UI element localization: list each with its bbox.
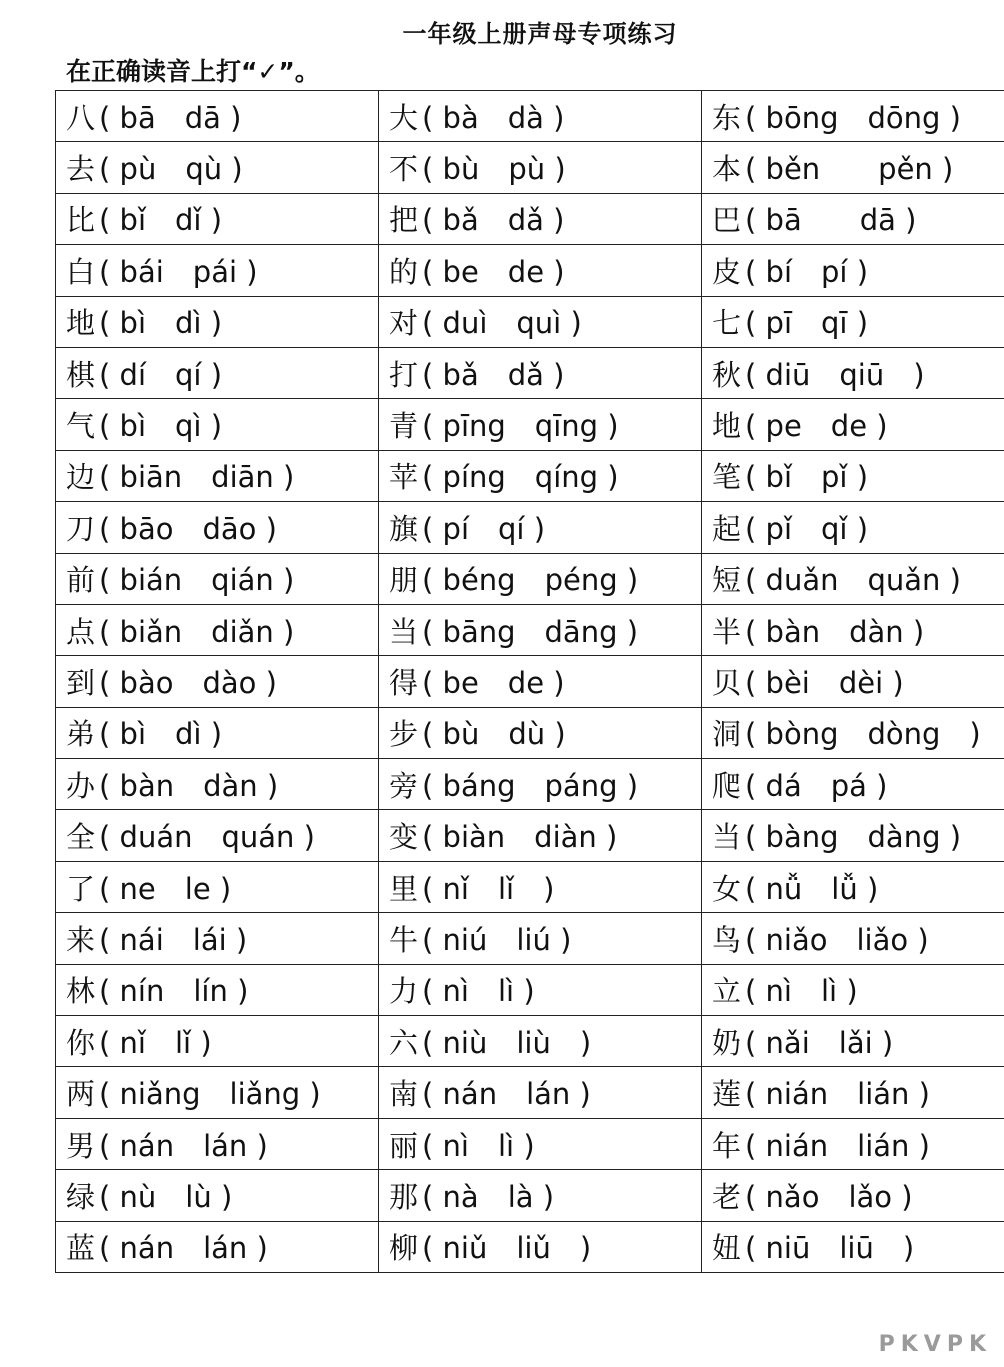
pinyin-options[interactable]: ( bǎ dǎ ) — [422, 357, 565, 392]
exercise-cell[interactable] — [56, 347, 379, 398]
exercise-cell[interactable] — [702, 913, 1004, 964]
pinyin-options[interactable]: ( nì lì ) — [745, 974, 858, 1009]
pinyin-options[interactable]: ( dá pá ) — [745, 768, 888, 803]
hanzi-character: 朋 — [389, 563, 419, 598]
pinyin-options[interactable]: ( bù pù ) — [422, 152, 566, 187]
pinyin-options[interactable]: ( bòng dòng ) — [745, 717, 981, 752]
pinyin-options[interactable]: ( bèi dèi ) — [745, 665, 904, 700]
pinyin-options[interactable]: ( nái lái ) — [99, 922, 248, 957]
exercise-cell[interactable] — [702, 142, 1004, 193]
hanzi-character: 力 — [389, 974, 419, 1009]
pinyin-options[interactable]: ( bǐ pǐ ) — [745, 460, 869, 495]
hanzi-character: 鸟 — [712, 922, 742, 957]
hanzi-character: 爬 — [712, 768, 742, 803]
pinyin-options[interactable]: ( bì qì ) — [99, 409, 223, 444]
exercise-cell[interactable] — [379, 347, 702, 398]
exercise-cell[interactable] — [379, 142, 702, 193]
exercise-cell[interactable] — [379, 1067, 702, 1118]
hanzi-character: 边 — [66, 460, 96, 495]
hanzi-character: 当 — [712, 820, 742, 855]
pinyin-options[interactable]: ( duán quán ) — [99, 820, 315, 855]
pinyin-options[interactable]: ( nì lì ) — [422, 1128, 535, 1163]
table-row — [56, 707, 1004, 758]
exercise-cell[interactable] — [702, 656, 1004, 707]
hanzi-character: 旁 — [389, 768, 419, 803]
hanzi-character: 地 — [712, 409, 742, 444]
exercise-cell[interactable] — [702, 964, 1004, 1015]
table-row — [56, 193, 1004, 244]
hanzi-character: 两 — [66, 1077, 96, 1112]
exercise-cell[interactable] — [379, 759, 702, 810]
pinyin-options[interactable]: ( niù liù ) — [422, 1025, 592, 1060]
exercise-cell[interactable] — [702, 399, 1004, 450]
pinyin-options[interactable]: ( báng páng ) — [422, 768, 639, 803]
pinyin-options[interactable]: ( bì dì ) — [99, 306, 223, 341]
hanzi-character: 点 — [66, 614, 96, 649]
pinyin-options[interactable]: ( pī qī ) — [745, 306, 869, 341]
pinyin-options[interactable]: ( pù qù ) — [99, 152, 243, 187]
pinyin-options[interactable]: ( bà dà ) — [422, 100, 565, 135]
exercise-cell[interactable] — [56, 1067, 379, 1118]
hanzi-character: 地 — [66, 306, 96, 341]
exercise-cell[interactable] — [379, 553, 702, 604]
hanzi-character: 笔 — [712, 460, 742, 495]
pinyin-options[interactable]: ( be de ) — [422, 254, 565, 289]
exercise-cell[interactable] — [56, 91, 379, 142]
pinyin-options[interactable]: ( bāo dāo ) — [99, 511, 277, 546]
hanzi-character: 不 — [389, 152, 419, 187]
table-row — [56, 1067, 1004, 1118]
exercise-cell[interactable] — [56, 861, 379, 912]
exercise-cell[interactable] — [379, 1170, 702, 1221]
pinyin-options[interactable]: ( nǐ lǐ ) — [99, 1025, 212, 1060]
exercise-cell[interactable] — [702, 245, 1004, 296]
exercise-cell[interactable] — [702, 1170, 1004, 1221]
hanzi-character: 对 — [389, 306, 419, 341]
exercise-cell[interactable] — [56, 450, 379, 501]
exercise-cell[interactable] — [702, 347, 1004, 398]
hanzi-character: 妞 — [712, 1231, 742, 1266]
exercise-cell[interactable] — [56, 193, 379, 244]
exercise-cell[interactable] — [702, 450, 1004, 501]
hanzi-character: 青 — [389, 409, 419, 444]
hanzi-character: 办 — [66, 768, 96, 803]
pinyin-options[interactable]: ( nián lián ) — [745, 1077, 930, 1112]
hanzi-character: 巴 — [712, 203, 742, 238]
pinyin-options[interactable]: ( bái pái ) — [99, 254, 258, 289]
hanzi-character: 气 — [66, 409, 96, 444]
pinyin-options[interactable]: ( nán lán ) — [422, 1077, 591, 1112]
exercise-cell[interactable] — [56, 296, 379, 347]
hanzi-character: 莲 — [712, 1077, 742, 1112]
table-row — [56, 656, 1004, 707]
pinyin-exercise-table — [55, 90, 1004, 1273]
table-row — [56, 604, 1004, 655]
pinyin-options[interactable]: ( biàn diàn ) — [422, 820, 618, 855]
table-row — [56, 759, 1004, 810]
exercise-cell[interactable] — [56, 810, 379, 861]
hanzi-character: 了 — [66, 871, 96, 906]
hanzi-character: 七 — [712, 306, 742, 341]
exercise-cell[interactable] — [702, 1221, 1004, 1272]
hanzi-character: 白 — [66, 254, 96, 289]
table-row — [56, 296, 1004, 347]
pinyin-options[interactable]: ( niǎo liǎo ) — [745, 922, 929, 957]
exercise-cell[interactable] — [702, 193, 1004, 244]
hanzi-character: 那 — [389, 1179, 419, 1214]
pinyin-options[interactable]: ( nù lù ) — [99, 1179, 233, 1214]
exercise-cell[interactable] — [379, 193, 702, 244]
pinyin-options[interactable]: ( niú liú ) — [422, 922, 572, 957]
pinyin-options[interactable]: ( bàn dàn ) — [745, 614, 925, 649]
pinyin-options[interactable]: ( ne le ) — [99, 871, 232, 906]
hanzi-character: 来 — [66, 922, 96, 957]
pinyin-options[interactable]: ( dí qí ) — [99, 357, 223, 392]
pinyin-options[interactable]: ( pǐ qǐ ) — [745, 511, 869, 546]
pinyin-options[interactable]: ( bāng dāng ) — [422, 614, 639, 649]
pinyin-options[interactable]: ( bù dù ) — [422, 717, 566, 752]
table-row — [56, 1221, 1004, 1272]
pinyin-options[interactable]: ( biǎn diǎn ) — [99, 614, 295, 649]
pinyin-options[interactable]: ( nán lán ) — [99, 1128, 268, 1163]
hanzi-character: 把 — [389, 203, 419, 238]
watermark: PKVPK — [878, 1332, 992, 1357]
exercise-cell[interactable] — [56, 1170, 379, 1221]
hanzi-character: 弟 — [66, 717, 96, 752]
table-row — [56, 142, 1004, 193]
hanzi-character: 女 — [712, 871, 742, 906]
exercise-cell[interactable] — [702, 707, 1004, 758]
pinyin-options[interactable]: ( nǎo lǎo ) — [745, 1179, 913, 1214]
hanzi-character: 蓝 — [66, 1231, 96, 1266]
hanzi-character: 丽 — [389, 1128, 419, 1163]
instruction-text: 在正确读音上打“✓”。 — [66, 57, 320, 86]
exercise-cell[interactable] — [379, 656, 702, 707]
pinyin-options[interactable]: ( nín lín ) — [99, 974, 249, 1009]
exercise-cell[interactable] — [379, 604, 702, 655]
hanzi-character: 去 — [66, 152, 96, 187]
hanzi-character: 男 — [66, 1128, 96, 1163]
hanzi-character: 旗 — [389, 511, 419, 546]
hanzi-character: 全 — [66, 820, 96, 855]
hanzi-character: 里 — [389, 871, 419, 906]
hanzi-character: 年 — [712, 1128, 742, 1163]
exercise-cell[interactable] — [702, 861, 1004, 912]
pinyin-options[interactable]: ( pí qí ) — [422, 511, 546, 546]
exercise-cell[interactable] — [56, 604, 379, 655]
hanzi-character: 你 — [66, 1025, 96, 1060]
hanzi-character: 东 — [712, 100, 742, 135]
table-row — [56, 245, 1004, 296]
table-row — [56, 399, 1004, 450]
hanzi-character: 当 — [389, 614, 419, 649]
pinyin-options[interactable]: ( nián lián ) — [745, 1128, 930, 1163]
hanzi-character: 绿 — [66, 1179, 96, 1214]
hanzi-character: 起 — [712, 511, 742, 546]
exercise-cell[interactable] — [379, 1221, 702, 1272]
hanzi-character: 得 — [389, 665, 419, 700]
exercise-cell[interactable] — [702, 296, 1004, 347]
exercise-cell[interactable] — [56, 502, 379, 553]
pinyin-options[interactable]: ( bàn dàn ) — [99, 768, 279, 803]
exercise-table-body — [56, 91, 1004, 1273]
hanzi-character: 大 — [389, 100, 419, 135]
exercise-cell[interactable] — [379, 861, 702, 912]
page-title: 一年级上册声母专项练习 — [402, 20, 678, 48]
hanzi-character: 洞 — [712, 717, 742, 752]
pinyin-options[interactable]: ( bōng dōng ) — [745, 100, 961, 135]
pinyin-options[interactable]: ( nǎi lǎi ) — [745, 1025, 894, 1060]
exercise-cell[interactable] — [379, 296, 702, 347]
table-row — [56, 502, 1004, 553]
pinyin-options[interactable]: ( niū liū ) — [745, 1231, 915, 1266]
table-row — [56, 347, 1004, 398]
pinyin-options[interactable]: ( bí pí ) — [745, 254, 869, 289]
hanzi-character: 立 — [712, 974, 742, 1009]
exercise-cell[interactable] — [56, 1118, 379, 1169]
exercise-cell[interactable] — [56, 913, 379, 964]
pinyin-options[interactable]: ( bā dā ) — [745, 203, 917, 238]
table-row — [56, 1016, 1004, 1067]
exercise-cell[interactable] — [379, 707, 702, 758]
pinyin-options[interactable]: ( niǎng liǎng ) — [99, 1077, 321, 1112]
exercise-cell[interactable] — [56, 142, 379, 193]
hanzi-character: 本 — [712, 152, 742, 187]
exercise-cell[interactable] — [56, 759, 379, 810]
exercise-cell[interactable] — [702, 604, 1004, 655]
pinyin-options[interactable]: ( bǎ dǎ ) — [422, 203, 565, 238]
pinyin-options[interactable]: ( pīng qīng ) — [422, 409, 619, 444]
exercise-cell[interactable] — [379, 1016, 702, 1067]
exercise-cell[interactable] — [379, 399, 702, 450]
hanzi-character: 南 — [389, 1077, 419, 1112]
pinyin-options[interactable]: ( bǐ dǐ ) — [99, 203, 223, 238]
pinyin-options[interactable]: ( nán lán ) — [99, 1231, 268, 1266]
hanzi-character: 的 — [389, 254, 419, 289]
exercise-cell[interactable] — [702, 810, 1004, 861]
pinyin-options[interactable]: ( bā dā ) — [99, 100, 242, 135]
pinyin-options[interactable]: ( niǔ liǔ ) — [422, 1231, 592, 1266]
exercise-cell[interactable] — [702, 1118, 1004, 1169]
hanzi-character: 林 — [66, 974, 96, 1009]
table-row — [56, 553, 1004, 604]
exercise-cell[interactable] — [56, 1016, 379, 1067]
table-row — [56, 450, 1004, 501]
exercise-cell[interactable] — [56, 399, 379, 450]
table-row — [56, 913, 1004, 964]
hanzi-character: 柳 — [389, 1231, 419, 1266]
hanzi-character: 贝 — [712, 665, 742, 700]
pinyin-options[interactable]: ( běn pěn ) — [745, 152, 954, 187]
exercise-cell[interactable] — [702, 91, 1004, 142]
pinyin-options[interactable]: ( bào dào ) — [99, 665, 277, 700]
exercise-cell[interactable] — [702, 1067, 1004, 1118]
pinyin-options[interactable]: ( nì lì ) — [422, 974, 535, 1009]
exercise-cell[interactable] — [379, 913, 702, 964]
pinyin-options[interactable]: ( diū qiū ) — [745, 357, 925, 392]
exercise-cell[interactable] — [379, 245, 702, 296]
hanzi-character: 苹 — [389, 460, 419, 495]
hanzi-character: 半 — [712, 614, 742, 649]
exercise-cell[interactable] — [379, 810, 702, 861]
hanzi-character: 八 — [66, 100, 96, 135]
pinyin-options[interactable]: ( biān diān ) — [99, 460, 295, 495]
table-row — [56, 861, 1004, 912]
exercise-cell[interactable] — [379, 450, 702, 501]
pinyin-options[interactable]: ( bián qián ) — [99, 563, 295, 598]
hanzi-character: 六 — [389, 1025, 419, 1060]
table-row — [56, 91, 1004, 142]
exercise-cell[interactable] — [56, 1221, 379, 1272]
exercise-cell[interactable] — [56, 707, 379, 758]
hanzi-character: 前 — [66, 563, 96, 598]
hanzi-character: 刀 — [66, 511, 96, 546]
hanzi-character: 步 — [389, 717, 419, 752]
hanzi-character: 比 — [66, 203, 96, 238]
pinyin-options[interactable]: ( nǐ lǐ ) — [422, 871, 555, 906]
pinyin-options[interactable]: ( duì quì ) — [422, 306, 582, 341]
exercise-cell[interactable] — [56, 553, 379, 604]
exercise-cell[interactable] — [56, 656, 379, 707]
exercise-cell[interactable] — [56, 245, 379, 296]
hanzi-character: 牛 — [389, 922, 419, 957]
exercise-cell[interactable] — [379, 964, 702, 1015]
exercise-cell[interactable] — [379, 1118, 702, 1169]
pinyin-options[interactable]: ( bì dì ) — [99, 717, 223, 752]
hanzi-character: 棋 — [66, 357, 96, 392]
pinyin-options[interactable]: ( béng péng ) — [422, 563, 639, 598]
pinyin-options[interactable]: ( píng qíng ) — [422, 460, 619, 495]
exercise-cell[interactable] — [379, 91, 702, 142]
hanzi-character: 到 — [66, 665, 96, 700]
pinyin-options[interactable]: ( be de ) — [422, 665, 565, 700]
table-row — [56, 1170, 1004, 1221]
exercise-cell[interactable] — [702, 759, 1004, 810]
pinyin-options[interactable]: ( nǚ lǚ ) — [745, 871, 879, 906]
hanzi-character: 皮 — [712, 254, 742, 289]
hanzi-character: 奶 — [712, 1025, 742, 1060]
table-row — [56, 810, 1004, 861]
exercise-cell[interactable] — [379, 502, 702, 553]
exercise-cell[interactable] — [702, 1016, 1004, 1067]
table-row — [56, 1118, 1004, 1169]
hanzi-character: 变 — [389, 820, 419, 855]
pinyin-options[interactable]: ( nà là ) — [422, 1179, 555, 1214]
hanzi-character: 秋 — [712, 357, 742, 392]
pinyin-options[interactable]: ( bàng dàng ) — [745, 820, 962, 855]
exercise-cell[interactable] — [702, 502, 1004, 553]
table-row — [56, 964, 1004, 1015]
hanzi-character: 打 — [389, 357, 419, 392]
exercise-cell[interactable] — [56, 964, 379, 1015]
hanzi-character: 短 — [712, 563, 742, 598]
pinyin-options[interactable]: ( duǎn quǎn ) — [745, 563, 961, 598]
pinyin-options[interactable]: ( pe de ) — [745, 409, 888, 444]
hanzi-character: 老 — [712, 1179, 742, 1214]
exercise-cell[interactable] — [702, 553, 1004, 604]
